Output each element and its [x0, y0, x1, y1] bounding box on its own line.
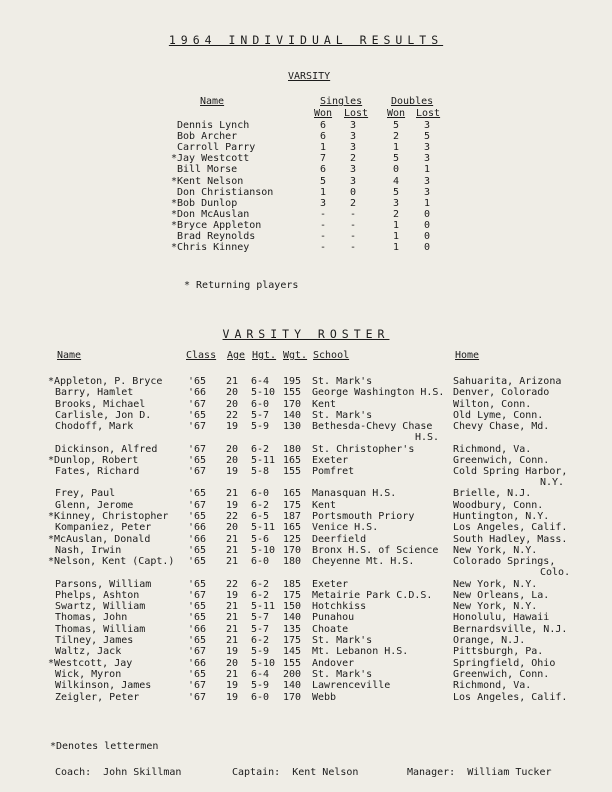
roster-player-name: Glenn, Jerome: [55, 499, 134, 511]
roster-player-school: Bethesda-Chevy Chase: [312, 421, 433, 433]
result-singles-won: -: [320, 208, 327, 220]
roster-player-home: Woodbury, Conn.: [453, 499, 544, 511]
roster-player-school: Kent: [312, 499, 337, 511]
roster-player-age: 20: [226, 443, 239, 455]
roster-player-class: '67: [188, 499, 207, 511]
result-doubles-lost: 0: [424, 242, 431, 254]
roster-player-name: Waltz, Jack: [55, 646, 122, 658]
results-header-singles: Singles: [320, 96, 363, 107]
roster-player-school: Metairie Park C.D.S.: [312, 589, 433, 601]
result-doubles-won: 2: [393, 208, 400, 220]
roster-player-age: 19: [226, 646, 239, 658]
roster-player-name: Wilkinson, James: [55, 680, 152, 692]
roster-player-school: George Washington H.S.: [312, 387, 445, 399]
roster-player-home: Greenwich, Conn.: [453, 454, 550, 466]
roster-player-age: 21: [226, 533, 239, 545]
roster-player-home: New York, N.Y.: [453, 544, 538, 556]
roster-player-name: *Dunlop, Robert: [48, 454, 139, 466]
result-doubles-lost: 5: [424, 131, 431, 143]
roster-header-school: School: [313, 350, 350, 361]
varsity-heading: VARSITY: [288, 71, 331, 82]
result-player-name: *Bryce Appleton: [171, 219, 262, 231]
result-doubles-won: 1: [393, 219, 400, 231]
roster-player-name: Parsons, William: [55, 578, 152, 590]
roster-player-height: 5-10: [251, 657, 276, 669]
result-singles-lost: 3: [350, 142, 357, 154]
roster-player-class: '65: [188, 409, 207, 421]
footer-manager: Manager: William Tucker: [407, 767, 552, 778]
roster-player-age: 19: [226, 499, 239, 511]
roster-player-height: 5-6: [251, 533, 270, 545]
roster-player-home: New York, N.Y.: [453, 601, 538, 613]
result-doubles-lost: 0: [424, 231, 431, 242]
roster-player-school: St. Mark's: [312, 376, 373, 387]
result-doubles-lost: 0: [424, 219, 431, 231]
result-singles-lost: -: [350, 231, 357, 242]
roster-player-name: *Westcott, Jay: [48, 657, 133, 669]
roster-player-height: 6-0: [251, 398, 270, 410]
roster-player-home: Denver, Colorado: [453, 387, 550, 399]
result-singles-won: 7: [320, 153, 327, 165]
roster-player-class: '67: [188, 646, 207, 658]
results-header-name: Name: [200, 96, 225, 107]
roster-player-class: '66: [188, 657, 207, 669]
result-singles-won: 1: [320, 142, 327, 154]
roster-player-height: 6-2: [251, 443, 270, 455]
result-singles-won: 5: [320, 175, 327, 187]
result-singles-lost: 0: [350, 186, 357, 198]
roster-player-home: Cold Spring Harbor,: [453, 466, 568, 478]
roster-player-home: Old Lyme, Conn.: [453, 409, 544, 421]
result-doubles-won: 3: [393, 197, 400, 209]
roster-player-school: St. Christopher's: [312, 443, 415, 455]
result-doubles-won: 0: [393, 164, 400, 176]
roster-player-home-cont: Colo.: [540, 567, 571, 579]
roster-player-name: Thomas, William: [55, 623, 146, 635]
roster-player-age: 22: [226, 409, 239, 421]
roster-player-school: Exeter: [312, 454, 349, 466]
result-player-name: *Chris Kinney: [171, 242, 250, 254]
result-singles-won: -: [320, 242, 327, 254]
roster-player-home: South Hadley, Mass.: [453, 533, 568, 545]
roster-player-height: 5-10: [251, 544, 276, 556]
result-singles-lost: 3: [350, 120, 357, 131]
roster-player-age: 21: [226, 488, 239, 500]
roster-player-home: Colorado Springs,: [453, 556, 556, 568]
roster-player-age: 19: [226, 421, 239, 433]
roster-player-height: 6-0: [251, 556, 270, 568]
roster-player-school: Cheyenne Mt. H.S.: [312, 556, 415, 568]
result-doubles-lost: 3: [424, 186, 431, 198]
roster-player-home: Los Angeles, Calif.: [453, 691, 568, 703]
roster-player-weight: 125: [283, 533, 302, 545]
roster-player-age: 21: [226, 623, 239, 635]
roster-player-name: Chodoff, Mark: [55, 421, 134, 433]
roster-player-home: Pittsburgh, Pa.: [453, 646, 544, 658]
returning-players-note: * Returning players: [184, 280, 299, 291]
roster-player-class: '66: [188, 533, 207, 545]
roster-player-weight: 155: [283, 657, 302, 669]
roster-player-height: 6-2: [251, 589, 270, 601]
result-player-name: *Kent Nelson: [171, 175, 244, 187]
roster-player-weight: 155: [283, 387, 302, 399]
roster-heading: VARSITY ROSTER: [222, 327, 390, 341]
roster-player-name: Dickinson, Alfred: [55, 443, 158, 455]
roster-player-age: 19: [226, 466, 239, 478]
roster-player-name: Carlisle, Jon D.: [55, 409, 152, 421]
roster-player-class: '67: [188, 421, 207, 433]
roster-player-class: '67: [188, 398, 207, 410]
roster-player-height: 6-2: [251, 578, 270, 590]
roster-player-home: New York, N.Y.: [453, 578, 538, 590]
roster-player-weight: 170: [283, 398, 302, 410]
roster-player-school: Exeter: [312, 578, 349, 590]
result-player-name: *Jay Westcott: [171, 153, 250, 165]
roster-player-name: Fates, Richard: [55, 466, 140, 478]
result-player-name: Bob Archer: [177, 131, 238, 143]
result-singles-lost: -: [350, 242, 357, 254]
roster-player-home: Honolulu, Hawaii: [453, 612, 550, 624]
roster-player-home: Greenwich, Conn.: [453, 668, 550, 680]
roster-player-weight: 175: [283, 499, 302, 511]
roster-player-name: Zeigler, Peter: [55, 691, 140, 703]
roster-player-school: Punahou: [312, 612, 355, 624]
roster-player-school: Webb: [312, 691, 337, 703]
roster-player-age: 21: [226, 556, 239, 568]
results-header-doubles-won: Won: [387, 108, 406, 119]
roster-player-home: Wilton, Conn.: [453, 398, 532, 410]
roster-player-height: 5-11: [251, 601, 276, 613]
roster-player-age: 20: [226, 657, 239, 669]
result-doubles-won: 5: [393, 120, 400, 131]
result-player-name: *Bob Dunlop: [171, 197, 238, 209]
page-title: 1964 INDIVIDUAL RESULTS: [168, 33, 444, 47]
result-player-name: Bill Morse: [177, 164, 238, 176]
roster-player-age: 21: [226, 668, 239, 680]
roster-player-age: 21: [226, 635, 239, 646]
roster-player-weight: 170: [283, 544, 302, 556]
roster-player-weight: 195: [283, 376, 302, 387]
roster-player-age: 20: [226, 387, 239, 399]
result-singles-lost: 2: [350, 197, 357, 209]
roster-player-age: 21: [226, 376, 239, 387]
result-doubles-lost: 3: [424, 120, 431, 131]
roster-player-home: Orange, N.J.: [453, 635, 526, 646]
roster-player-class: '67: [188, 691, 207, 703]
roster-player-class: '65: [188, 488, 207, 500]
result-doubles-lost: 3: [424, 142, 431, 154]
roster-player-name: Barry, Hamlet: [55, 387, 134, 399]
roster-player-name: *McAuslan, Donald: [48, 533, 151, 545]
roster-player-weight: 170: [283, 691, 302, 703]
roster-player-height: 6-0: [251, 488, 270, 500]
roster-player-school-cont: H.S.: [415, 432, 440, 444]
roster-player-weight: 155: [283, 466, 302, 478]
roster-player-weight: 180: [283, 443, 302, 455]
roster-player-height: 5-9: [251, 646, 270, 658]
result-player-name: Don Christianson: [177, 186, 274, 198]
roster-player-class: '65: [188, 601, 207, 613]
result-singles-won: -: [320, 231, 327, 242]
result-singles-lost: 2: [350, 153, 357, 165]
result-doubles-lost: 3: [424, 175, 431, 187]
roster-player-class: '65: [188, 511, 207, 522]
roster-player-height: 5-8: [251, 466, 270, 478]
roster-player-weight: 185: [283, 578, 302, 590]
results-header-doubles: Doubles: [391, 96, 434, 107]
result-doubles-lost: 0: [424, 208, 431, 220]
roster-player-height: 6-4: [251, 376, 270, 387]
result-player-name: Dennis Lynch: [177, 120, 250, 131]
roster-player-class: '66: [188, 387, 207, 399]
result-singles-lost: -: [350, 208, 357, 220]
result-singles-lost: 3: [350, 175, 357, 187]
result-doubles-won: 5: [393, 186, 400, 198]
roster-player-name: Thomas, John: [55, 612, 128, 624]
roster-player-home: Richmond, Va.: [453, 680, 532, 692]
roster-player-class: '67: [188, 680, 207, 692]
roster-player-school: Lawrenceville: [312, 680, 391, 692]
result-player-name: *Don McAuslan: [171, 208, 250, 220]
roster-player-class: '66: [188, 623, 207, 635]
roster-player-age: 20: [226, 454, 239, 466]
roster-player-name: Tilney, James: [55, 635, 134, 646]
result-doubles-won: 1: [393, 142, 400, 154]
roster-player-weight: 175: [283, 589, 302, 601]
results-header-singles-won: Won: [314, 108, 333, 119]
roster-player-class: '65: [188, 578, 207, 590]
roster-player-weight: 200: [283, 668, 302, 680]
roster-player-school: Kent: [312, 398, 337, 410]
roster-header-hgt: Hgt.: [252, 350, 277, 361]
roster-player-name: Kompaniez, Peter: [55, 522, 152, 534]
roster-header-age: Age: [227, 350, 246, 361]
roster-player-weight: 130: [283, 421, 302, 433]
roster-player-name: Nash, Irwin: [55, 544, 122, 556]
roster-player-name: Brooks, Michael: [55, 398, 146, 410]
roster-player-weight: 165: [283, 488, 302, 500]
roster-player-weight: 145: [283, 646, 302, 658]
roster-header-name: Name: [57, 350, 82, 361]
roster-player-weight: 140: [283, 409, 302, 421]
roster-player-height: 6-2: [251, 635, 270, 646]
roster-player-home: Los Angeles, Calif.: [453, 522, 568, 534]
roster-player-age: 22: [226, 578, 239, 590]
result-singles-won: -: [320, 219, 327, 231]
roster-player-name: Swartz, William: [55, 601, 146, 613]
roster-player-height: 6-0: [251, 691, 270, 703]
roster-player-class: '65: [188, 556, 207, 568]
roster-player-home: Bernardsville, N.J.: [453, 623, 568, 635]
roster-player-home: Sahuarita, Arizona: [453, 376, 562, 387]
roster-player-school: Portsmouth Priory: [312, 511, 415, 522]
roster-player-age: 21: [226, 612, 239, 624]
roster-player-school: Choate: [312, 623, 349, 635]
roster-player-age: 20: [226, 398, 239, 410]
roster-player-height: 6-2: [251, 499, 270, 511]
result-doubles-won: 1: [393, 231, 400, 242]
roster-player-school: St. Mark's: [312, 409, 373, 421]
roster-player-home: New Orleans, La.: [453, 589, 550, 601]
roster-player-age: 19: [226, 589, 239, 601]
result-singles-won: 6: [320, 131, 327, 143]
roster-player-name: Frey, Paul: [55, 488, 116, 500]
roster-player-height: 5-9: [251, 680, 270, 692]
roster-player-school: Bronx H.S. of Science: [312, 544, 439, 556]
roster-player-class: '66: [188, 522, 207, 534]
roster-player-home: Chevy Chase, Md.: [453, 421, 550, 433]
roster-header-home: Home: [455, 350, 480, 361]
roster-player-class: '67: [188, 443, 207, 455]
roster-player-class: '65: [188, 454, 207, 466]
roster-player-age: 22: [226, 511, 239, 522]
roster-player-weight: 165: [283, 454, 302, 466]
roster-player-age: 20: [226, 522, 239, 534]
roster-player-class: '67: [188, 466, 207, 478]
roster-player-name: Phelps, Ashton: [55, 589, 140, 601]
roster-player-weight: 187: [283, 511, 302, 522]
roster-player-home: Richmond, Va.: [453, 443, 532, 455]
roster-player-home: Brielle, N.J.: [453, 488, 532, 500]
roster-player-class: '65: [188, 668, 207, 680]
roster-player-height: 6-5: [251, 511, 270, 522]
roster-header-class: Class: [186, 350, 217, 361]
footer-captain: Captain: Kent Nelson: [232, 767, 359, 778]
result-singles-won: 1: [320, 186, 327, 198]
result-singles-won: 3: [320, 197, 327, 209]
result-doubles-lost: 1: [424, 197, 431, 209]
footer-coach: Coach: John Skillman: [55, 767, 182, 778]
roster-player-name: Wick, Myron: [55, 668, 122, 680]
result-player-name: Carroll Parry: [177, 142, 256, 154]
roster-player-name: *Kinney, Christopher: [48, 511, 169, 522]
roster-player-school: Pomfret: [312, 466, 355, 478]
roster-player-school: St. Mark's: [312, 668, 373, 680]
result-player-name: Brad Reynolds: [177, 231, 256, 242]
roster-player-school: Andover: [312, 657, 355, 669]
result-singles-lost: -: [350, 219, 357, 231]
roster-player-weight: 135: [283, 623, 302, 635]
roster-player-school: Hotchkiss: [312, 601, 367, 613]
roster-player-weight: 140: [283, 612, 302, 624]
roster-player-age: 19: [226, 691, 239, 703]
roster-player-home-cont: N.Y.: [540, 477, 565, 489]
roster-player-weight: 180: [283, 556, 302, 568]
roster-header-wgt: Wgt.: [283, 350, 308, 361]
result-doubles-won: 1: [393, 242, 400, 254]
roster-player-height: 5-9: [251, 421, 270, 433]
roster-player-class: '67: [188, 589, 207, 601]
roster-player-home: Springfield, Ohio: [453, 657, 556, 669]
roster-player-height: 5-11: [251, 454, 276, 466]
result-singles-won: 6: [320, 164, 327, 176]
result-doubles-won: 5: [393, 153, 400, 165]
roster-player-height: 5-7: [251, 623, 270, 635]
roster-player-school: Venice H.S.: [312, 522, 379, 534]
roster-player-school: St. Mark's: [312, 635, 373, 646]
result-doubles-won: 2: [393, 131, 400, 143]
result-singles-lost: 3: [350, 131, 357, 143]
result-doubles-won: 4: [393, 175, 400, 187]
roster-player-height: 5-7: [251, 612, 270, 624]
roster-player-name: *Nelson, Kent (Capt.): [48, 556, 175, 568]
roster-player-name: *Appleton, P. Bryce: [48, 376, 163, 387]
roster-player-height: 6-4: [251, 668, 270, 680]
results-header-doubles-lost: Lost: [416, 108, 441, 119]
result-doubles-lost: 1: [424, 164, 431, 176]
result-singles-won: 6: [320, 120, 327, 131]
roster-player-school: Deerfield: [312, 533, 367, 545]
roster-player-school: Manasquan H.S.: [312, 488, 397, 500]
roster-player-weight: 165: [283, 522, 302, 534]
roster-player-home: Huntington, N.Y.: [453, 511, 550, 522]
roster-player-class: '65: [188, 376, 207, 387]
roster-player-height: 5-10: [251, 387, 276, 399]
roster-player-class: '65: [188, 544, 207, 556]
roster-player-age: 21: [226, 544, 239, 556]
roster-player-height: 5-7: [251, 409, 270, 421]
letterman-note: *Denotes lettermen: [50, 741, 159, 752]
roster-player-age: 19: [226, 680, 239, 692]
roster-player-age: 21: [226, 601, 239, 613]
results-header-singles-lost: Lost: [344, 108, 369, 119]
roster-player-class: '65: [188, 635, 207, 646]
result-doubles-lost: 3: [424, 153, 431, 165]
roster-player-weight: 140: [283, 680, 302, 692]
result-singles-lost: 3: [350, 164, 357, 176]
roster-player-school: Mt. Lebanon H.S.: [312, 646, 409, 658]
roster-player-weight: 150: [283, 601, 302, 613]
roster-player-weight: 175: [283, 635, 302, 646]
roster-player-height: 5-11: [251, 522, 276, 534]
roster-player-class: '65: [188, 612, 207, 624]
